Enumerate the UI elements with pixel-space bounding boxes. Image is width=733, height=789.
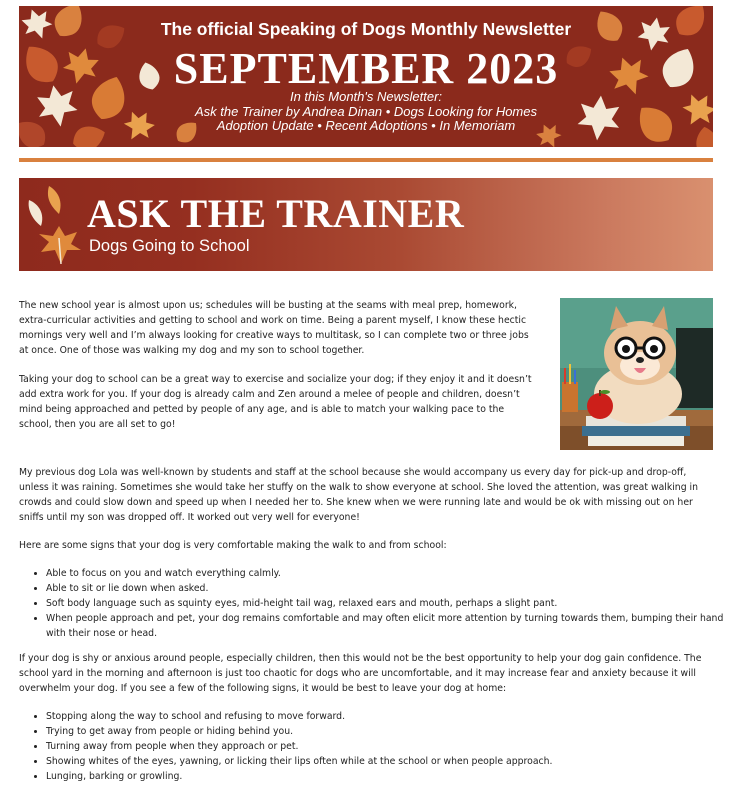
article-paragraph-5: If your dog is shy or anxious around people, especially children, then this would not be the best opportunity to help your dog gain confidence. The school yard in the morning and afternoon is just too chaotic for dogs who are uncomfortable, and it may increase fear and anxiety because it will overwhelm your dog. If you see a few of the following signs, it would be best to leave your dog at home: [19, 653, 702, 694]
list-item: • Stopping along the way to school and refusing to move forward. [46, 709, 733, 724]
section-header [19, 178, 713, 271]
list-item: • Trying to get away from people or hiding behind you. [46, 724, 733, 739]
section-subtitle: Dogs Going to School [89, 237, 250, 255]
list-item: • Lunging, barking or growling. [46, 769, 733, 784]
list-item: • Able to focus on you and watch everything calmly. [46, 566, 733, 581]
article-paragraph-4: Here are some signs that your dog is very comfortable making the walk to and from school: [19, 540, 447, 551]
article-paragraph-3: My previous dog Lola was well-known by students and staff at the school because she would accompany us every day for pick-up and drop-off, unless it was raining. Sometimes she would take her stuffy on the walk to show everyone at school. She loved the attention, was great walking in crowds and could slow down and speed up when I needed her to. She knew when we were running late and would be ok with missing out on her sniffs until my son was dropped off. It worked out very well for everyone! [19, 467, 699, 523]
issue-month: SEPTEMBER 2023 [173, 44, 559, 93]
section-title: ASK THE TRAINER [87, 191, 465, 236]
list-item: • Showing whites of the eyes, yawning, or licking their lips often while at the school or when people approach. [46, 754, 733, 769]
dog-with-glasses-photo [560, 298, 713, 450]
list-item: • When people approach and pet, your dog remains comfortable and may often elicit more attention by turning towards them, bumping their hand with their nose or head. [46, 611, 733, 641]
newsletter-banner [19, 6, 713, 147]
list-item: • Turning away from people when they approach or pet. [46, 739, 733, 754]
stay-home-signs-list [19, 709, 733, 784]
article-paragraph-1: The new school year is almost upon us; schedules will be busting at the seams with meal prep, homework, extra-curricular activities and getting to school and work on time. Being a parent myself, I know these hectic mornings very well and I’m always looking for creative ways to multitask, so I can complete two or three jobs at once. One of those was walking my dog and my son to school together. [19, 300, 529, 356]
issue-contents [19, 90, 713, 134]
section-divider [19, 158, 713, 162]
contents-line-1: Ask the Trainer by Andrea Dinan • Dogs Looking for Homes [195, 103, 537, 119]
contents-line-2: Adoption Update • Recent Adoptions • In Memoriam [216, 118, 516, 133]
contents-intro: In this Month's Newsletter: [289, 89, 443, 104]
newsletter-title: The official Speaking of Dogs Monthly Newsletter [160, 19, 572, 39]
article-paragraph-2: Taking your dog to school can be a great way to exercise and socialize your dog; if they enjoy it and it doesn’t add extra work for you. If your dog is already calm and Zen around a melee of people and children, doesn’t mind being approached and petted by people of any age, and is able to match your walking pace to the school, then you are all set to go! [19, 374, 532, 430]
list-item: • Soft body language such as squinty eyes, mid-height tail wag, relaxed ears and mouth, perhaps a slight pant. [46, 596, 733, 611]
comfortable-signs-list [19, 566, 733, 641]
list-item: • Able to sit or lie down when asked. [46, 581, 733, 596]
